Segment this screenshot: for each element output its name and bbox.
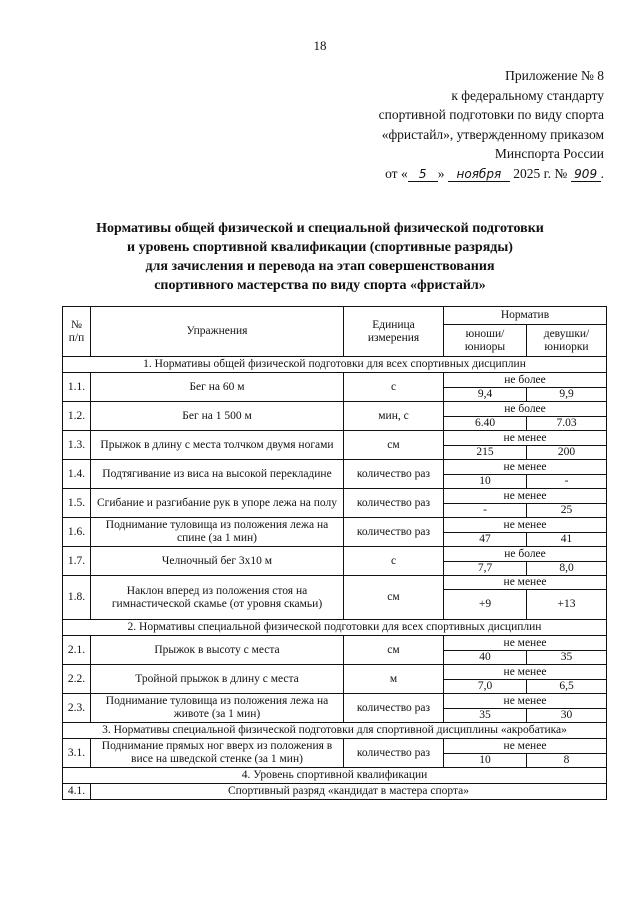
row-girls-value: 9,9 bbox=[527, 388, 607, 402]
row-unit: количество раз bbox=[344, 489, 444, 518]
section-title: 1. Нормативы общей физической подготовки для всех спортивных дисциплин bbox=[63, 357, 607, 373]
title-line: Нормативы общей физической и специальной физической подготовки bbox=[96, 221, 544, 236]
row-qualifier: не более bbox=[444, 547, 607, 562]
row-girls-value: 8 bbox=[527, 754, 607, 768]
row-number: 1.5. bbox=[63, 489, 91, 518]
row-number: 1.8. bbox=[63, 576, 91, 620]
row-unit: количество раз bbox=[344, 694, 444, 723]
row-qualifier: не менее bbox=[444, 460, 607, 475]
row-unit: количество раз bbox=[344, 518, 444, 547]
row-boys-value: - bbox=[444, 504, 527, 518]
row-boys-value: 40 bbox=[444, 651, 527, 665]
header-unit: Единица измерения bbox=[344, 307, 444, 357]
row-number: 1.3. bbox=[63, 431, 91, 460]
row-exercise: Поднимание туловища из положения лежа на спине (за 1 мин) bbox=[91, 518, 344, 547]
table-row bbox=[63, 636, 607, 651]
row-number: 1.2. bbox=[63, 402, 91, 431]
row-qualifier: не менее bbox=[444, 518, 607, 533]
row-exercise: Подтягивание из виса на высокой перекладине bbox=[91, 460, 344, 489]
row-unit: с bbox=[344, 547, 444, 576]
section-title: 2. Нормативы специальной физической подготовки для всех спортивных дисциплин bbox=[63, 620, 607, 636]
appendix-line: к федеральному стандарту bbox=[451, 87, 604, 103]
order-line bbox=[304, 164, 604, 184]
row-qualifier: не менее bbox=[444, 576, 607, 590]
row-exercise: Поднимание прямых ног вверх из положения в висе на шведской стенке (за 1 мин) bbox=[91, 739, 344, 768]
document-title bbox=[60, 219, 580, 295]
order-number: 909 bbox=[571, 168, 601, 182]
row-unit: количество раз bbox=[344, 739, 444, 768]
row-number: 2.3. bbox=[63, 694, 91, 723]
table-row bbox=[63, 460, 607, 475]
norms-table bbox=[62, 306, 607, 800]
row-qualifier: не менее bbox=[444, 431, 607, 446]
row-girls-value: - bbox=[527, 475, 607, 489]
order-mid: » bbox=[437, 165, 445, 181]
row-unit: количество раз bbox=[344, 460, 444, 489]
table-row bbox=[63, 373, 607, 388]
row-exercise: Прыжок в высоту с места bbox=[91, 636, 344, 665]
row-boys-value: 215 bbox=[444, 446, 527, 460]
row-unit: м bbox=[344, 665, 444, 694]
table-row bbox=[63, 518, 607, 533]
table-row bbox=[63, 547, 607, 562]
row-boys-value: 10 bbox=[444, 475, 527, 489]
row-qualifier: не менее bbox=[444, 739, 607, 754]
row-unit: см bbox=[344, 576, 444, 620]
row-unit: с bbox=[344, 373, 444, 402]
title-line: и уровень спортивной квалификации (спортивные разряды) bbox=[127, 240, 513, 255]
row-qualifier: не менее bbox=[444, 665, 607, 680]
row-boys-value: 7,0 bbox=[444, 680, 527, 694]
row-exercise: Поднимание туловища из положения лежа на животе (за 1 мин) bbox=[91, 694, 344, 723]
header-exercise: Упражнения bbox=[91, 307, 344, 357]
row-number: 1.1. bbox=[63, 373, 91, 402]
header-boys: юноши/ юниоры bbox=[444, 325, 527, 357]
table-row bbox=[63, 431, 607, 446]
row-exercise: Тройной прыжок в длину с места bbox=[91, 665, 344, 694]
row-qualifier: не менее bbox=[444, 489, 607, 504]
row-girls-value: 25 bbox=[527, 504, 607, 518]
header-row bbox=[63, 307, 607, 325]
section-row bbox=[63, 768, 607, 784]
row-girls-value: 35 bbox=[527, 651, 607, 665]
row-boys-value: +9 bbox=[444, 590, 527, 620]
row-exercise: Челночный бег 3х10 м bbox=[91, 547, 344, 576]
section-title: 4. Уровень спортивной квалификации bbox=[63, 768, 607, 784]
table-row bbox=[63, 784, 607, 800]
section-title: 3. Нормативы специальной физической подготовки для спортивной дисциплины «акробатика» bbox=[63, 723, 607, 739]
section-row bbox=[63, 357, 607, 373]
section-row bbox=[63, 723, 607, 739]
row-number: 4.1. bbox=[63, 784, 91, 800]
row-number: 2.1. bbox=[63, 636, 91, 665]
row-qualifier: не более bbox=[444, 373, 607, 388]
order-end: . bbox=[600, 165, 604, 181]
row-boys-value: 47 bbox=[444, 533, 527, 547]
row-number: 1.4. bbox=[63, 460, 91, 489]
order-day: 5 bbox=[408, 168, 438, 182]
table-row bbox=[63, 694, 607, 709]
section-row bbox=[63, 620, 607, 636]
row-exercise: Бег на 60 м bbox=[91, 373, 344, 402]
row-boys-value: 7,7 bbox=[444, 562, 527, 576]
row-girls-value: 30 bbox=[527, 709, 607, 723]
row-boys-value: 35 bbox=[444, 709, 527, 723]
title-line: для зачисления и перевода на этап совершенствования bbox=[145, 259, 495, 274]
appendix-line: Минспорта России bbox=[494, 146, 604, 161]
appendix-line: Приложение № 8 bbox=[505, 68, 604, 83]
row-girls-value: 41 bbox=[527, 533, 607, 547]
row-qualifier: не более bbox=[444, 402, 607, 417]
row-girls-value: 7.03 bbox=[527, 417, 607, 431]
order-prefix: от « bbox=[385, 165, 408, 181]
table-row bbox=[63, 665, 607, 680]
header-girls: девушки/ юниорки bbox=[527, 325, 607, 357]
row-unit: см bbox=[344, 431, 444, 460]
row-qualifier: не менее bbox=[444, 694, 607, 709]
row-number: 1.7. bbox=[63, 547, 91, 576]
row-exercise: Спортивный разряд «кандидат в мастера спорта» bbox=[91, 784, 607, 800]
row-girls-value: 8,0 bbox=[527, 562, 607, 576]
order-month: ноября bbox=[448, 168, 510, 182]
page-number: 18 bbox=[313, 38, 327, 53]
row-exercise: Сгибание и разгибание рук в упоре лежа на полу bbox=[91, 489, 344, 518]
appendix-block bbox=[304, 66, 604, 183]
row-exercise: Бег на 1 500 м bbox=[91, 402, 344, 431]
row-boys-value: 6.40 bbox=[444, 417, 527, 431]
row-number: 1.6. bbox=[63, 518, 91, 547]
table-row bbox=[63, 402, 607, 417]
row-number: 3.1. bbox=[63, 739, 91, 768]
row-girls-value: +13 bbox=[527, 590, 607, 620]
header-number: № п/п bbox=[63, 307, 91, 357]
order-year: 2025 г. № bbox=[513, 165, 568, 181]
row-girls-value: 6,5 bbox=[527, 680, 607, 694]
table-row bbox=[63, 576, 607, 590]
appendix-line: спортивной подготовки по виду спорта bbox=[378, 107, 604, 122]
title-line: спортивного мастерства по виду спорта «фристайл» bbox=[154, 278, 486, 293]
table-row bbox=[63, 489, 607, 504]
header-norm: Норматив bbox=[444, 307, 607, 325]
appendix-line: «фристайл», утвержденному приказом bbox=[381, 126, 604, 142]
row-boys-value: 9,4 bbox=[444, 388, 527, 402]
row-exercise: Прыжок в длину с места толчком двумя ногами bbox=[91, 431, 344, 460]
table-row bbox=[63, 739, 607, 754]
row-number: 2.2. bbox=[63, 665, 91, 694]
row-unit: мин, с bbox=[344, 402, 444, 431]
row-boys-value: 10 bbox=[444, 754, 527, 768]
row-qualifier: не менее bbox=[444, 636, 607, 651]
row-exercise: Наклон вперед из положения стоя на гимнастической скамье (от уровня скамьи) bbox=[91, 576, 344, 620]
row-unit: см bbox=[344, 636, 444, 665]
row-girls-value: 200 bbox=[527, 446, 607, 460]
